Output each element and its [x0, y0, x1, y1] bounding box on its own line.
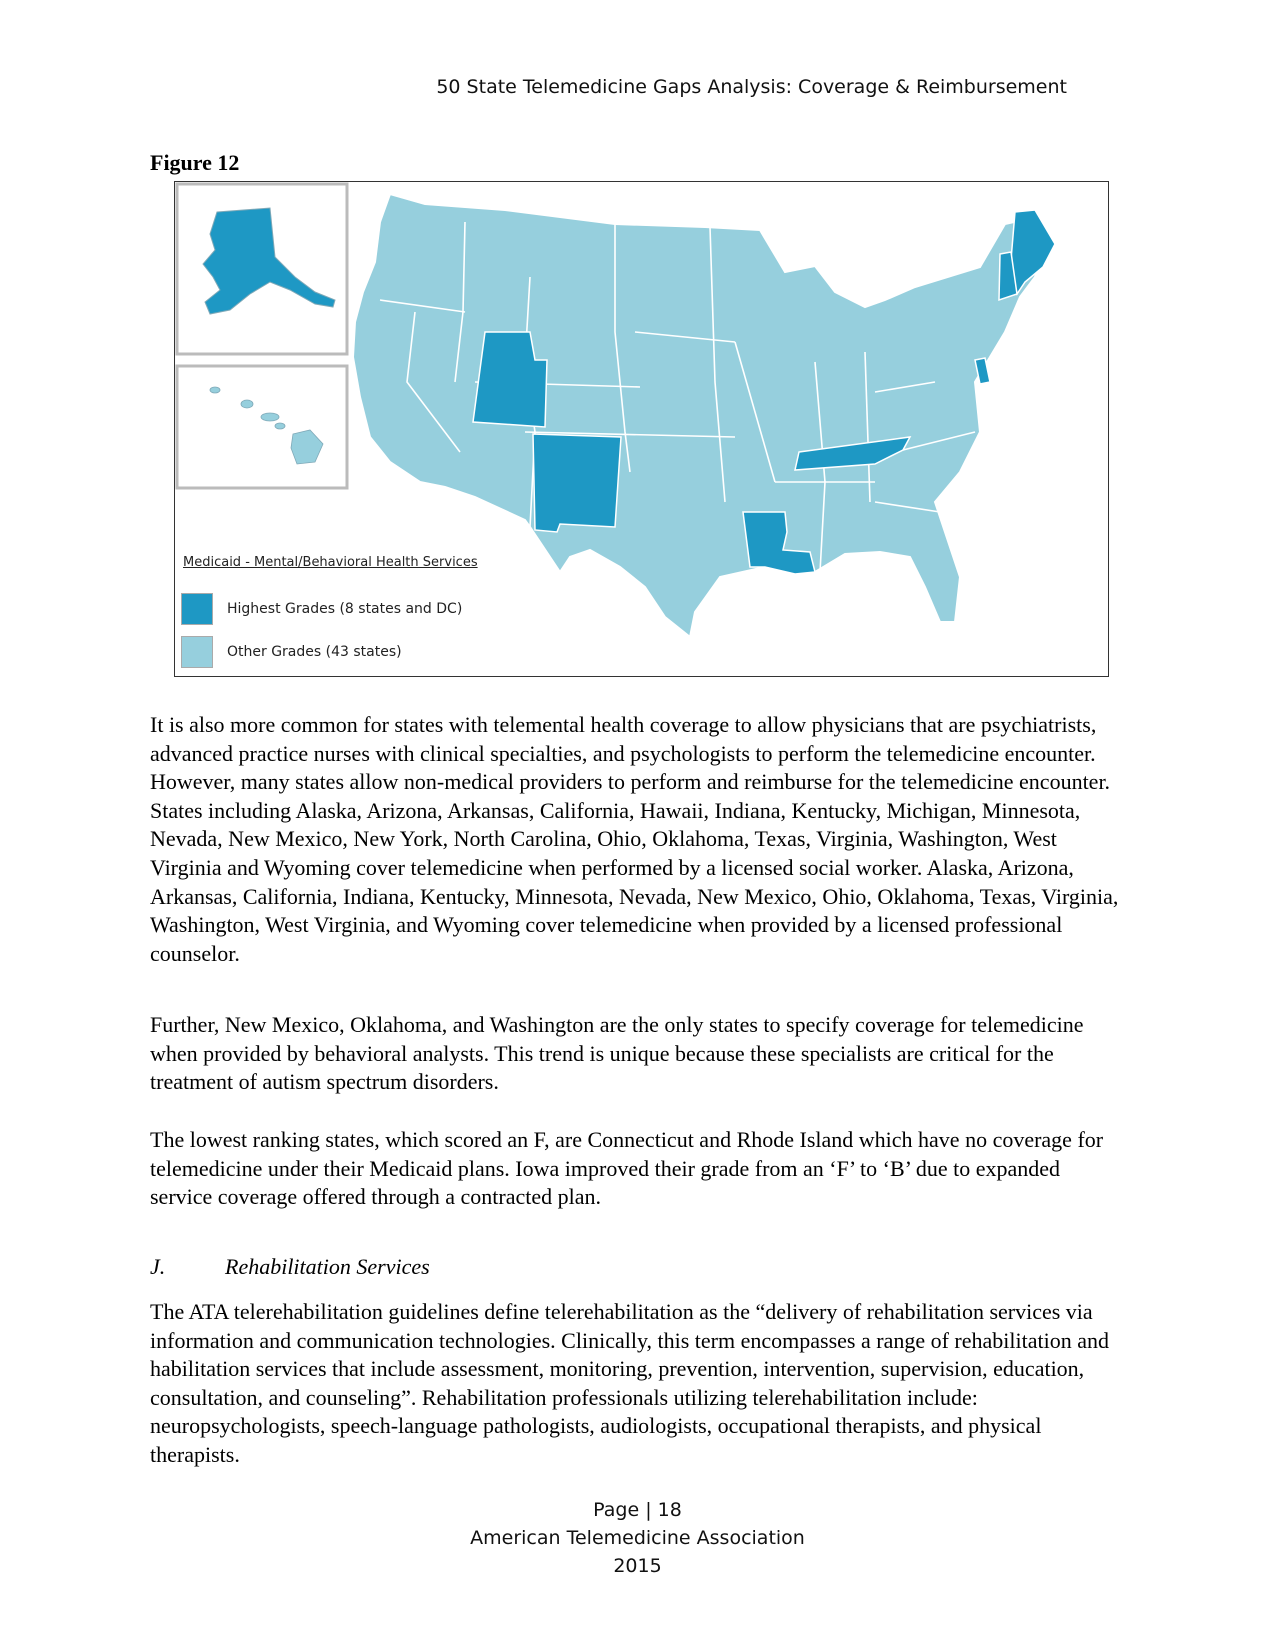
- page-number: Page | 18: [593, 1499, 682, 1521]
- state-new-mexico: [533, 434, 621, 532]
- legend-swatch-other: [181, 636, 213, 668]
- paragraph-behavioral-analysts: Further, New Mexico, Oklahoma, and Washington are the only states to specify coverage for telemedicine when provided by behavioral analysts. This trend is unique because these specialists are critical for the treatment of autism spectrum disorders.: [150, 1012, 1084, 1095]
- paragraph-telemental-providers: It is also more common for states with telemental health coverage to allow physicians that are psychiatrists, advanced practice nurses with clinical specialties, and psychologists to perform the telemedicine encounter. However, many states allow non-medical providers to perform and reimburse for the telemedicine encounter. States including Alaska, Arizona, Arkansas, California, Hawaii, Indiana, Kentucky, Michigan, Minnesota, Nevada, New Mexico, New York, North Carolina, Ohio, Oklahoma, Texas, Virginia, Washington, West Virginia and Wyoming cover telemedicine when performed by a licensed social worker. Alaska, Arizona, Arkansas, California, Indiana, Kentucky, Minnesota, Nevada, New Mexico, Ohio, Oklahoma, Texas, Virginia, Washington, West Virginia, and Wyoming cover telemedicine when provided by a licensed professional counselor.: [150, 712, 1119, 966]
- section-title: Rehabilitation Services: [225, 1254, 430, 1279]
- running-header: 50 State Telemedicine Gaps Analysis: Coverage & Reimbursement: [436, 76, 1067, 98]
- hawaii-inset-frame: [177, 366, 347, 488]
- footer-organization: American Telemedicine Association: [470, 1527, 805, 1549]
- figure-title: Figure 12: [150, 150, 240, 175]
- paragraph-lowest-ranking: The lowest ranking states, which scored an F, are Connecticut and Rhode Island which have no coverage for telemedicine under their Medicaid plans. Iowa improved their grade from an ‘F’ to ‘B’ due to expanded service coverage offered through a contracted plan.: [150, 1127, 1104, 1210]
- legend-item-highest: [181, 593, 462, 625]
- contiguous-us: [353, 194, 1047, 637]
- section-letter: J.: [150, 1254, 166, 1279]
- legend-label-other: Other Grades (43 states): [227, 644, 402, 660]
- legend-label-highest: Highest Grades (8 states and DC): [227, 601, 463, 617]
- legend-title: Medicaid - Mental/Behavioral Health Services: [183, 555, 478, 570]
- page-footer: [0, 1496, 1275, 1580]
- paragraph-telerehabilitation: The ATA telerehabilitation guidelines define telerehabilitation as the “delivery of rehabilitation services via information and communication technologies. Clinically, this term encompasses a range of rehabilitation and habilitation services that include assessment, monitoring, prevention, intervention, supervision, education, consultation, and counseling”. Rehabilitation professionals utilizing telerehabilitation include: neuropsychologists, speech-language pathologists, audiologists, occupational therapists, and physical therapists.: [150, 1299, 1109, 1467]
- legend-swatch-highest: [181, 593, 213, 625]
- section-heading: [150, 1254, 430, 1280]
- us-map-figure: [174, 181, 1109, 677]
- footer-year: 2015: [613, 1555, 662, 1577]
- legend-item-other: [181, 636, 402, 668]
